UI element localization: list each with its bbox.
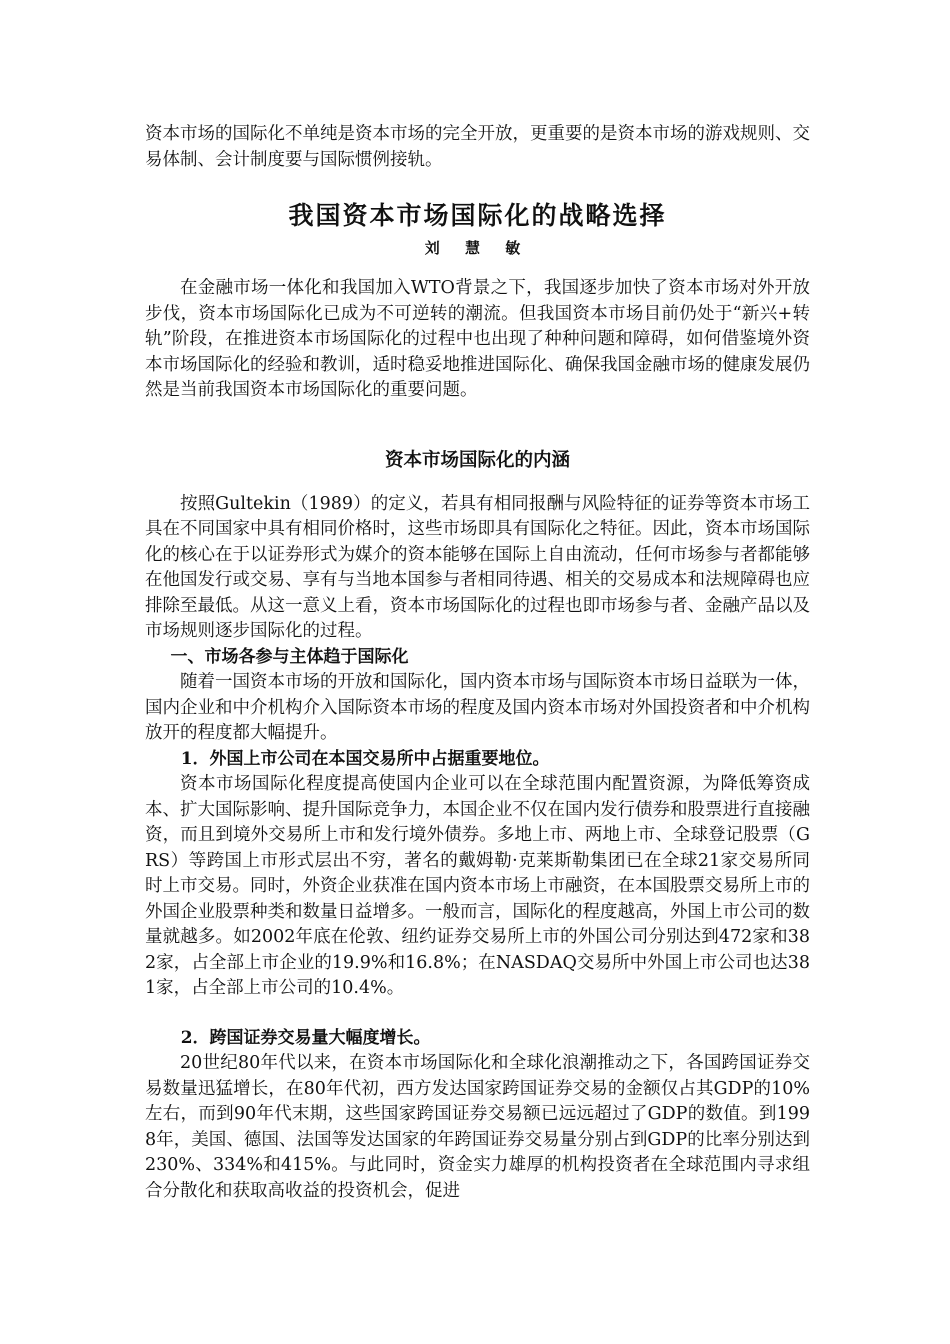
point-2-heading: 2．跨国证券交易量大幅度增长。 (180, 1027, 431, 1048)
point-2-paragraph: 20世纪80年代以来，在资本市场国际化和全球化浪潮推动之下，各国跨国证券交易数量迅猛增长，在80年代初，西方发达国家跨国证券交易的金额仅占其GDP的10%左右，而到90年代末期，这些国家跨国证券交易额已远远超过了GDP的数值。到1998年，美国、德国、法国等发达国家的年跨国证券交易量分别占到GDP的比率分别达到230%、334%和415%。与此同时，资金实力雄厚的机构投资者在全球范围内寻求组合分散化和获取高收益的投资机会，促进 (145, 1053, 810, 1201)
subsection-heading: 一、市场各参与主体趋于国际化 (170, 646, 409, 667)
intro-paragraph: 资本市场的国际化不单纯是资本市场的完全开放，更重要的是资本市场的游戏规则、交易体制、会计制度要与国际惯例接轨。 (145, 124, 810, 170)
document-page (145, 122, 810, 1204)
point-1-paragraph: 资本市场国际化程度提高使国内企业可以在全球范围内配置资源，为降低筹资成本、扩大国际影响、提升国际竞争力，本国企业不仅在国内发行债券和股票进行直接融资，而且到境外交易所上市和发行境外债券。多地上市、两地上市、全球登记股票（GRS）等跨国上市形式层出不穷，著名的戴姆勒·克莱斯勒集团已在全球21家交易所同时上市交易。同时，外资企业获准在国内资本市场上市融资，在本国股票交易所上市的外国企业股票种类和数量日益增多。一般而言，国际化的程度越高，外国上市公司的数量就越多。如2002年底在伦敦、纽约证券交易所上市的外国公司分别达到472家和382家，占全部上市企业的19.9%和16.8%；在NASDAQ交易所中外国上市公司也达381家，占全部上市公司的10.4%。 (145, 774, 810, 998)
article-title: 我国资本市场国际化的战略选择 (288, 201, 667, 230)
definition-paragraph: 按照Gultekin（1989）的定义，若具有相同报酬与风险特征的证券等资本市场工具在不同国家中具有相同价格时，这些市场即具有国际化之特征。因此，资本市场国际化的核心在于以证券形式为媒介的资本能够在国际上自由流动，任何市场参与者都能够在他国发行或交易、享有与当地本国参与者相同待遇、相关的交易成本和法规障碍也应排除至最低。从这一意义上看，资本市场国际化的过程也即市场参与者、金融产品以及市场规则逐步国际化的过程。 (145, 493, 810, 641)
subsection-paragraph: 随着一国资本市场的开放和国际化，国内资本市场与国际资本市场日益联为一体，国内企业和中介机构介入国际资本市场的程度及国内资本市场对外国投资者和中介机构放开的程度都大幅提升。 (145, 672, 810, 743)
section-title: 资本市场国际化的内涵 (384, 449, 570, 471)
article-author: 刘 慧 敏 (424, 239, 531, 257)
point-1-heading: 1．外国上市公司在本国交易所中占据重要地位。 (180, 748, 550, 769)
abstract-paragraph: 在金融市场一体化和我国加入WTO背景之下，我国逐步加快了资本市场对外开放步伐，资本市场国际化已成为不可逆转的潮流。但我国资本市场目前仍处于“新兴+转轨”阶段，在推进资本市场国际化的过程中也出现了种种问题和障碍，如何借鉴境外资本市场国际化的经验和教训，适时稳妥地推进国际化、确保我国金融市场的健康发展仍然是当前我国资本市场国际化的重要问题。 (145, 278, 810, 400)
